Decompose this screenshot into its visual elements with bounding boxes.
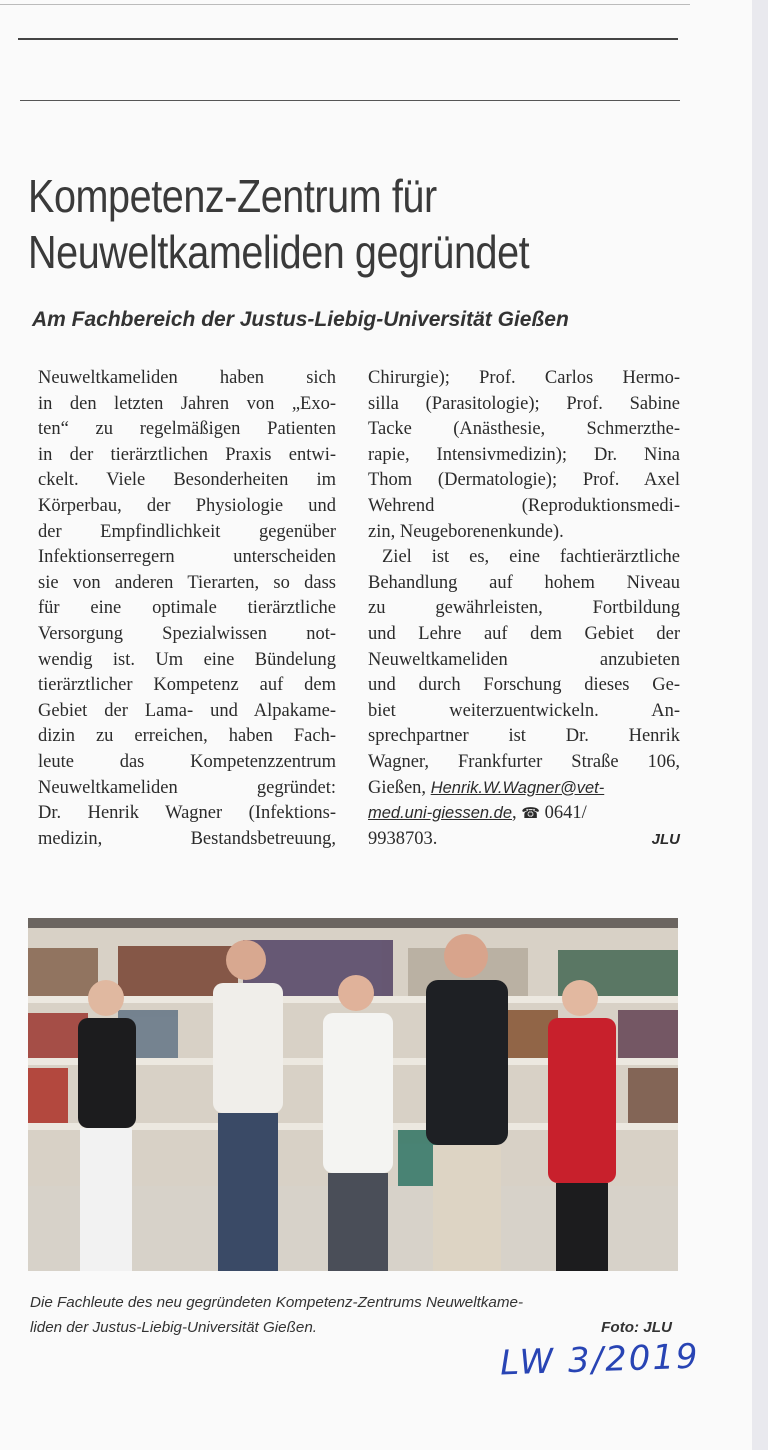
- column-2-line: und durch Forschung dieses Ge-: [368, 675, 680, 696]
- column-1-line: Körperbau, der Physiologie und: [38, 495, 336, 516]
- column-2-line: Thom (Dermatologie); Prof. Axel: [368, 470, 680, 491]
- phone-suffix: 9938703.: [368, 828, 438, 849]
- column-1-line: sie von anderen Tierarten, so dass: [38, 572, 336, 593]
- column-1-line: Infektionserregern unterscheiden: [38, 547, 336, 568]
- column-1-line: ten“ zu regelmäßigen Patienten: [38, 419, 336, 440]
- group-photo: [28, 918, 678, 1271]
- column-2-line: Neuweltkameliden anzubieten: [368, 649, 680, 670]
- column-1-line: Neuweltkameliden gegründet:: [38, 777, 336, 798]
- caption-line-2: [30, 1315, 680, 1340]
- column-2-line: Wagner, Frankfurter Straße 106,: [368, 751, 680, 772]
- column-1-line: ckelt. Viele Besonderheiten im: [38, 470, 336, 491]
- column-1-line: in den letzten Jahren von „Exo-: [38, 393, 336, 414]
- column-2-line: silla (Parasitologie); Prof. Sabine: [368, 393, 680, 414]
- column-1-line: Dr. Henrik Wagner (Infektions-: [38, 803, 336, 824]
- column-2-line: Ziel ist es, eine fachtierärztliche: [382, 547, 680, 568]
- contact-line-2: med.uni-giessen.de, ☎ 0641/: [368, 803, 587, 824]
- headline-line-2: Neuweltkameliden gegründet: [28, 226, 530, 278]
- subheadline: Am Fachbereich der Justus-Liebig-Universität Gießen: [32, 308, 569, 331]
- handwritten-annotation: LW 3/2019: [499, 1336, 701, 1384]
- column-2-line: Behandlung auf hohem Niveau: [368, 572, 680, 593]
- top-rule: [18, 38, 678, 40]
- column-2-line: Tacke (Anästhesie, Schmerzthe-: [368, 419, 680, 440]
- column-1-line: tierärztlicher Kompetenz auf dem: [38, 675, 336, 696]
- column-1-line: dizin zu erreichen, haben Fach-: [38, 726, 336, 747]
- headline-line-1: Kompetenz-Zentrum für: [28, 170, 437, 222]
- scan-edge: [752, 0, 768, 1450]
- article-column-2: [368, 366, 680, 852]
- contact-line: [368, 776, 680, 802]
- column-1-line: in der tierärztlichen Praxis entwi-: [38, 444, 336, 465]
- caption-line-2-text: liden der Justus-Liebig-Universität Gießen.: [30, 1319, 318, 1336]
- column-2-line: und Lehre auf dem Gebiet der: [368, 623, 680, 644]
- column-2-line: Wehrend (Reproduktionsmedi-: [368, 495, 680, 516]
- column-2-line: rapie, Intensivmedizin); Dr. Nina: [368, 444, 680, 465]
- column-2-line: Chirurgie); Prof. Carlos Hermo-: [368, 368, 680, 388]
- headline: [28, 168, 596, 280]
- column-2-line: sprechpartner ist Dr. Henrik: [368, 726, 680, 747]
- section-rule: [20, 100, 680, 101]
- column-1-line: leute das Kompetenzzentrum: [38, 751, 336, 772]
- signature: JLU: [651, 830, 680, 848]
- column-1-line: Versorgung Spezialwissen not-: [38, 623, 336, 644]
- contact-line-3: [368, 827, 680, 853]
- email-link-part-2[interactable]: med.uni-giessen.de: [368, 804, 513, 823]
- column-1-line: der Empfindlichkeit gegenüber: [38, 521, 336, 542]
- column-2-line: biet weiterzuentwickeln. An-: [368, 700, 680, 721]
- contact-city: Gießen,: [368, 777, 427, 798]
- column-1-line: Neuweltkameliden haben sich: [38, 368, 336, 388]
- column-1-line: für eine optimale tierärztliche: [38, 598, 336, 619]
- column-2-line: zu gewährleisten, Fortbildung: [368, 598, 680, 619]
- caption-line-1: Die Fachleute des neu gegründeten Kompetenz-Zentrums Neuweltkame-: [30, 1294, 524, 1311]
- phone-icon: ☎: [521, 806, 540, 823]
- article-column-1: [38, 366, 336, 852]
- top-line: [0, 4, 690, 5]
- phone-prefix: 0641/: [544, 803, 587, 824]
- photo-caption: [30, 1290, 680, 1340]
- email-link-part-1[interactable]: Henrik.W.Wagner@vet-: [430, 778, 605, 797]
- photo-illustration: [28, 918, 678, 1271]
- column-1-line: wendig ist. Um eine Bündelung: [38, 649, 336, 670]
- photo-credit: Foto: JLU: [601, 1319, 672, 1336]
- column-1-line: Gebiet der Lama- und Alpakame-: [38, 700, 336, 721]
- column-1-line: medizin, Bestandsbetreuung,: [38, 828, 336, 849]
- column-2-line: zin, Neugeborenenkunde).: [368, 521, 564, 542]
